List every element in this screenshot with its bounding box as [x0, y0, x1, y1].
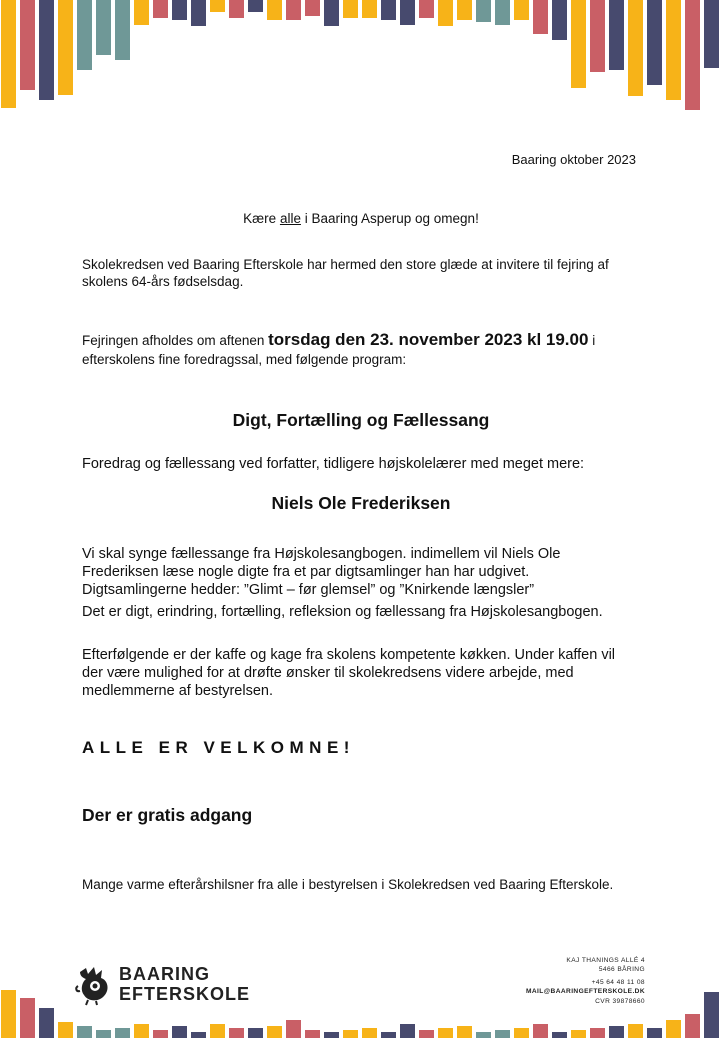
decorative-bar: [191, 1032, 206, 1038]
coffee-paragraph: [82, 646, 615, 700]
program-details: [82, 545, 603, 621]
decorative-bar: [324, 0, 339, 26]
greeting-underlined: alle: [279, 211, 301, 226]
program-details-line: Digtsamlingerne hedder: ”Glimt – før glemsel” og ”Knirkende længsler”: [82, 582, 535, 598]
decorative-bar: [343, 0, 358, 18]
footer-phone: +45 64 48 11 08: [591, 978, 645, 986]
decorative-bar: [248, 0, 263, 12]
decorative-bar: [552, 0, 567, 40]
decorative-bar: [115, 0, 130, 60]
program-description: Foredrag og fællessang ved forfatter, tidligere højskolelærer med meget mere:: [82, 456, 585, 472]
decorative-bar: [229, 0, 244, 18]
decorative-bar: [248, 1028, 263, 1038]
decorative-bar: [210, 1024, 225, 1038]
decorative-bar: [685, 0, 700, 110]
closing-greeting: Mange varme efterårshilsner fra alle i bestyrelsen i Skolekredsen ved Baaring Efterskole.: [82, 877, 614, 892]
decorative-bar: [362, 0, 377, 18]
decorative-bar: [305, 1030, 320, 1038]
decorative-bar: [495, 1030, 510, 1038]
decorative-bar: [267, 1026, 282, 1038]
decorative-bar: [191, 0, 206, 26]
decorative-bar: [20, 0, 35, 90]
decorative-bar: [571, 0, 586, 88]
intro-paragraph: [82, 256, 609, 290]
decorative-bar: [153, 0, 168, 18]
coffee-line: medlemmerne af bestyrelsen.: [82, 683, 273, 699]
decorative-bar: [628, 1024, 643, 1038]
address-city: 5466 BÅRING: [598, 966, 645, 974]
greeting-post: i Baaring Asperup og omegn!: [300, 211, 479, 226]
logo-line1: BAARING: [119, 964, 210, 984]
decorative-bar: [229, 1028, 244, 1038]
decorative-bar: [343, 1030, 358, 1038]
decorative-bar: [685, 1014, 700, 1038]
decorative-bar: [77, 1026, 92, 1038]
decorative-bar: [286, 1020, 301, 1038]
event-post: i: [588, 333, 596, 348]
intro-line: Skolekredsen ved Baaring Efterskole har hermed den store glæde at invitere til fejring af: [82, 257, 609, 272]
welcome-heading: ALLE ER VELKOMNE!: [82, 738, 355, 757]
decorative-bar: [495, 0, 510, 25]
decorative-bar: [400, 1024, 415, 1038]
decorative-bar: [590, 1028, 605, 1038]
decorative-bar: [628, 0, 643, 96]
greeting: [0, 210, 722, 227]
event-date-time: torsdag den 23. november 2023 kl 19.00: [268, 330, 589, 349]
decorative-bar: [438, 1028, 453, 1038]
decorative-bar: [457, 0, 472, 20]
decorative-bar: [647, 1028, 662, 1038]
decorative-bar: [58, 1022, 73, 1038]
program-title: Digt, Fortælling og Fællessang: [232, 410, 490, 430]
intro-line: skolens 64-års fødselsdag.: [82, 274, 244, 289]
letter-date: Baaring oktober 2023: [511, 152, 636, 167]
decorative-bar: [1, 0, 16, 108]
decorative-bar: [552, 1032, 567, 1038]
decorative-bar: [457, 1026, 472, 1038]
logo-line2: EFTERSKOLE: [119, 984, 251, 1004]
bottom-decorative-bars: [0, 988, 722, 1038]
decorative-bar: [39, 1008, 54, 1038]
footer-cvr: CVR 39878660: [595, 997, 645, 1005]
decorative-bar: [267, 0, 282, 20]
greeting-pre: Kære: [243, 211, 280, 226]
program-details-line: Frederiksen læse nogle digte fra et par digtsamlinger han har udgivet.: [82, 564, 530, 580]
decorative-bar: [666, 1020, 681, 1038]
decorative-bar: [172, 1026, 187, 1038]
decorative-bar: [381, 0, 396, 20]
decorative-bar: [476, 0, 491, 22]
decorative-bar: [115, 1028, 130, 1038]
decorative-bar: [400, 0, 415, 25]
decorative-bar: [533, 0, 548, 34]
decorative-bar: [305, 0, 320, 16]
decorative-bar: [324, 1032, 339, 1038]
decorative-bar: [381, 1032, 396, 1038]
decorative-bar: [96, 0, 111, 55]
address-street: KAJ THANINGS ALLÉ 4: [566, 957, 645, 964]
decorative-bar: [134, 1024, 149, 1038]
decorative-bar: [609, 0, 624, 70]
footer-email: MAIL@BAARINGEFTERSKOLE.DK: [526, 988, 645, 996]
event-line2: efterskolens fine foredragssal, med følgende program:: [82, 352, 407, 367]
event-pre: Fejringen afholdes om aftenen: [82, 333, 269, 348]
coffee-line: Efterfølgende er der kaffe og kage fra skolens kompetente køkken. Under kaffen vil: [82, 647, 616, 663]
decorative-bar: [20, 998, 35, 1038]
decorative-bar: [666, 0, 681, 100]
coffee-line: der være mulighed for at drøfte ønsker til skolekredsens videre arbejde, med: [82, 665, 574, 681]
decorative-bar: [153, 1030, 168, 1038]
decorative-bar: [590, 0, 605, 72]
program-details-line: Vi skal synge fællessange fra Højskolesangbogen. indimellem vil Niels Ole: [82, 546, 561, 562]
decorative-bar: [647, 0, 662, 85]
decorative-bar: [476, 1032, 491, 1038]
decorative-bar: [514, 1028, 529, 1038]
decorative-bar: [609, 1026, 624, 1038]
decorative-bar: [704, 992, 719, 1038]
decorative-bar: [77, 0, 92, 70]
decorative-bar: [39, 0, 54, 100]
decorative-bar: [172, 0, 187, 20]
decorative-bar: [362, 1028, 377, 1038]
speaker-name: Niels Ole Frederiksen: [271, 493, 451, 513]
decorative-bar: [1, 990, 16, 1038]
decorative-bar: [419, 1030, 434, 1038]
decorative-bar: [286, 0, 301, 20]
event-paragraph: [82, 330, 595, 368]
program-details-line: Det er digt, erindring, fortælling, refleksion og fællessang fra Højskolesangbogen.: [82, 604, 603, 620]
decorative-bar: [571, 1030, 586, 1038]
decorative-bar: [704, 0, 719, 68]
decorative-bar: [134, 0, 149, 25]
free-entry-heading: Der er gratis adgang: [82, 805, 253, 825]
decorative-bar: [533, 1024, 548, 1038]
decorative-bar: [58, 0, 73, 95]
decorative-bar: [96, 1030, 111, 1038]
decorative-bar: [438, 0, 453, 26]
top-decorative-bars: [0, 0, 722, 110]
decorative-bar: [514, 0, 529, 20]
decorative-bar: [210, 0, 225, 12]
decorative-bar: [419, 0, 434, 18]
